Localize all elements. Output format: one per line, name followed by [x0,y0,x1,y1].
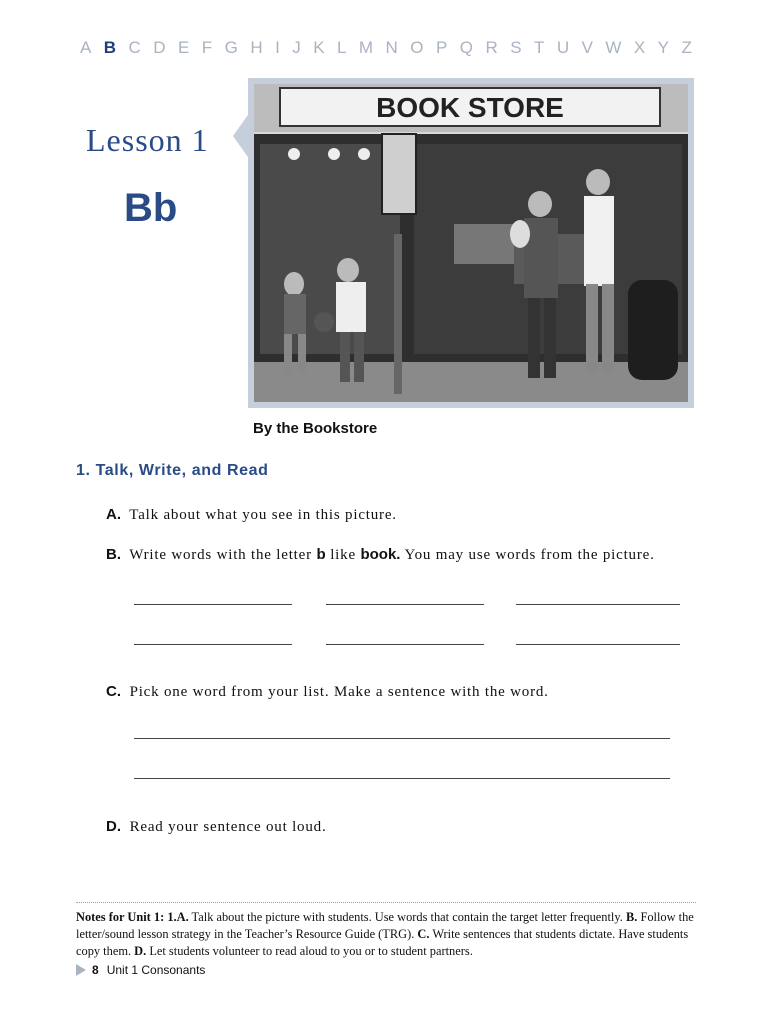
alphabet-letter-a: A [80,38,92,57]
notes-label: Notes for Unit 1: [76,910,165,924]
alphabet-letter-m: M [358,38,374,57]
teacher-notes [76,902,696,960]
alphabet-letter-e: E [178,38,190,57]
word-blank-6[interactable] [516,644,680,645]
sign-text: BOOK STORE [376,92,564,123]
alphabet-letter-u: U [556,38,570,57]
triangle-icon [76,964,86,976]
item-b [106,546,655,564]
alphabet-letter-c: C [128,38,141,57]
alphabet-letter-g: G [224,38,238,57]
sentence-blank-2[interactable] [134,778,670,779]
alphabet-letter-l: L [337,38,347,57]
alphabet-letter-j: J [292,38,301,57]
notes-a-marker: 1.A. [167,910,189,924]
lesson-letter: Bb [124,186,178,230]
word-blank-5[interactable] [326,644,484,645]
notes-d-text: Let students volunteer to read aloud to you or to student partners. [149,944,473,958]
alphabet-letter-p: P [435,38,448,57]
item-c-marker: C. [106,683,121,700]
alphabet-letter-x: X [633,38,646,57]
item-b-example: book. [360,546,401,563]
item-b-marker: B. [106,546,121,563]
item-b-text-3: You may use words from the picture. [404,547,655,563]
notes-c-text: Write sentences that students dictate. Have students copy them. [76,927,689,958]
unit-label: Unit 1 Consonants [106,963,206,977]
item-d-text: Read your sentence out loud. [129,819,327,835]
alphabet-strip [80,38,692,58]
notes-a-text: Talk about the picture with students. Use words that contain the target letter frequently. [191,910,623,924]
alphabet-letter-n: N [385,38,398,57]
section-heading: 1. Talk, Write, and Read [76,462,269,479]
item-b-letter: b [316,546,326,563]
alphabet-letter-q: Q [459,38,473,57]
word-blank-3[interactable] [516,604,680,605]
alphabet-letter-i: I [275,38,280,57]
word-blank-1[interactable] [134,604,292,605]
item-b-text-2: like [330,547,356,563]
alphabet-letter-k: K [313,38,325,57]
alphabet-letter-f: F [201,38,213,57]
notes-c-marker: C. [417,927,430,941]
sentence-blank-1[interactable] [134,738,670,739]
word-blank-2[interactable] [326,604,484,605]
alphabet-letter-z: Z [681,38,692,57]
word-blank-4[interactable] [134,644,292,645]
notes-b-text: Follow the letter/sound lesson strategy in the Teacher’s Resource Guide (TRG). [76,910,694,941]
alphabet-letter-s: S [510,38,522,57]
item-a-marker: A. [106,506,121,523]
notes-d-marker: D. [134,944,147,958]
photo-caption: By the Bookstore [253,420,378,437]
alphabet-letter-o: O [410,38,424,57]
alphabet-letter-t: T [533,38,545,57]
alphabet-letter-r: R [485,38,498,57]
alphabet-letter-h: H [250,38,263,57]
item-b-text-1: Write words with the letter [129,547,312,563]
alphabet-letter-b: B [103,38,117,57]
item-c-text: Pick one word from your list. Make a sentence with the word. [129,684,549,700]
alphabet-letter-w: W [605,38,622,57]
page-footer [76,963,205,977]
alphabet-letter-y: Y [657,38,669,57]
notes-b-marker: B. [625,910,638,924]
lesson-title: Lesson 1 [86,122,209,158]
item-d [106,818,327,836]
item-a-text: Talk about what you see in this picture. [129,507,397,523]
bookstore-illustration [254,84,688,402]
item-d-marker: D. [106,818,121,835]
item-a [106,506,397,524]
item-c [106,683,549,701]
page-number: 8 [92,963,99,977]
bookstore-photo [248,78,694,408]
alphabet-letter-d: D [153,38,166,57]
alphabet-letter-v: V [581,38,593,57]
